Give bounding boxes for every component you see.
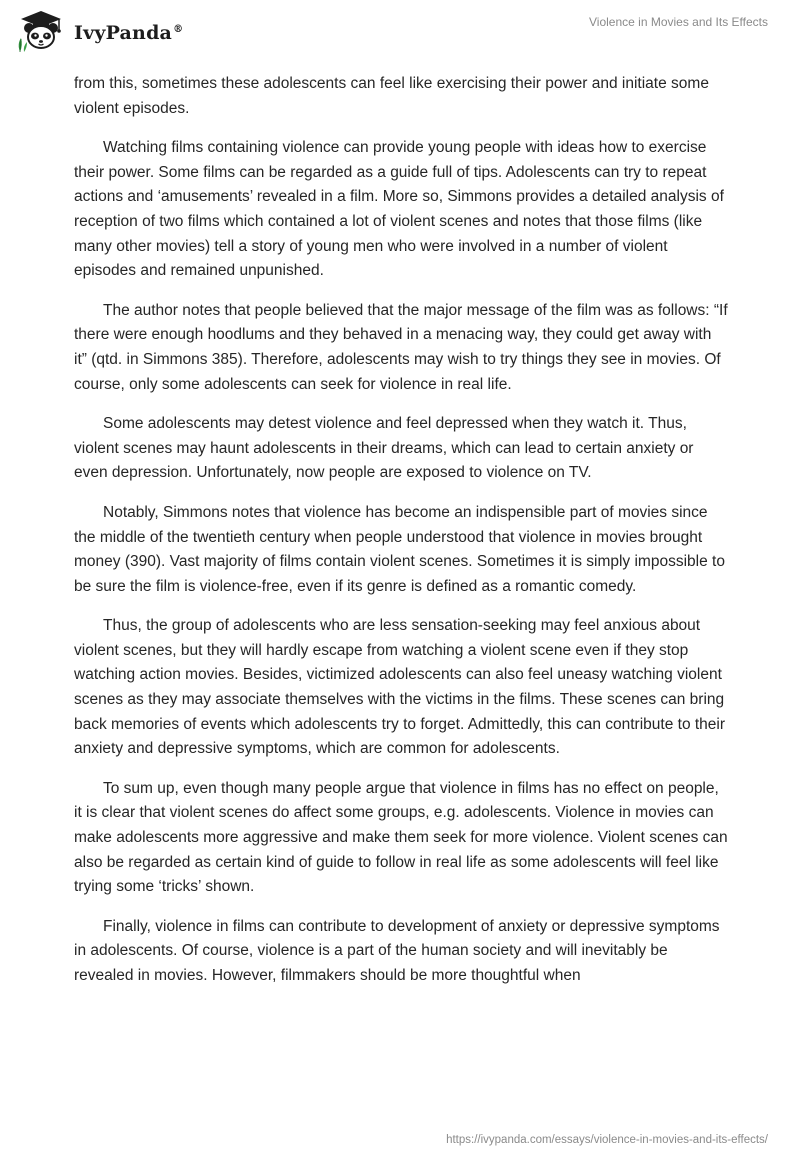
paragraph: Finally, violence in films can contribute to development of anxiety or depressive symptoms in adolescents. Of course, violence is a part of the human society and will inevitably be revealed in movies. However, filmmakers should be more thoughtful when [74, 917, 720, 984]
paragraph-continuation: from this, sometimes these adolescents can feel like exercising their power and initiate some violent episodes. [74, 75, 709, 117]
ivypanda-logo[interactable] [14, 8, 183, 54]
source-url-link[interactable]: https://ivypanda.com/essays/violence-in-movies-and-its-effects/ [446, 1134, 768, 1146]
paragraph: Thus, the group of adolescents who are less sensation-seeking may feel anxious about violent scenes, but they will hardly escape from watching a violent scene even if they stop watching action movies. Besides, victimized adolescents can also feel uneasy watching violent scenes as they may associate themselves with the victims in the films. These scenes can bring back memories of events which adolescents try to forget. Admittedly, this can contribute to their anxiety and depressive symptoms, which are common for adolescents. [74, 617, 726, 758]
document-title: Violence in Movies and Its Effects [589, 15, 768, 29]
brand-name: IvyPanda® [74, 22, 184, 44]
paragraph: The author notes that people believed that the major message of the film was as follows: “If there were enough hoodlums and they behaved in a menacing way, they could get away with it” (qtd. in Simmons 385). Therefore, adolescents may wish to try things they see in movies. Of course, only some adolescents can seek for violence in real life. [74, 301, 728, 393]
paragraph: To sum up, even though many people argue that violence in films has no effect on people, it is clear that violent scenes do affect some groups, e.g. adolescents. Violence in movies can make adolescents more aggressive and make them seek for more violence. Violent scenes can also be regarded as certain kind of guide to follow in real life as some adolescents will feel like trying some ‘tricks’ shown. [74, 779, 728, 896]
page-header [0, 0, 800, 62]
panda-graduate-icon [14, 8, 68, 54]
paragraph: Watching films containing violence can provide young people with ideas how to exercise their power. Some films can be regarded as a guide full of tips. Adolescents can try to repeat actions and ‘amusements’ revealed in a film. More so, Simmons provides a detailed analysis of reception of two films which contained a lot of violent scenes and notes that those films (like many other movies) tell a story of young men who were involved in a number of violent episodes and remained unpunished. [74, 139, 724, 280]
essay-body [74, 72, 728, 1004]
paragraph: Notably, Simmons notes that violence has become an indispensible part of movies since the middle of the twentieth century when people understood that violence in movies brought money (390). Vast majority of films contain violent scenes. Sometimes it is simply impossible to be sure the film is violence-free, even if its genre is defined as a romantic comedy. [74, 503, 725, 595]
registered-mark: ® [173, 23, 184, 35]
paragraph: Some adolescents may detest violence and feel depressed when they watch it. Thus, violent scenes may haunt adolescents in their dreams, which can lead to certain anxiety or even depression. Unfortunately, now people are exposed to violence on TV. [74, 415, 694, 482]
